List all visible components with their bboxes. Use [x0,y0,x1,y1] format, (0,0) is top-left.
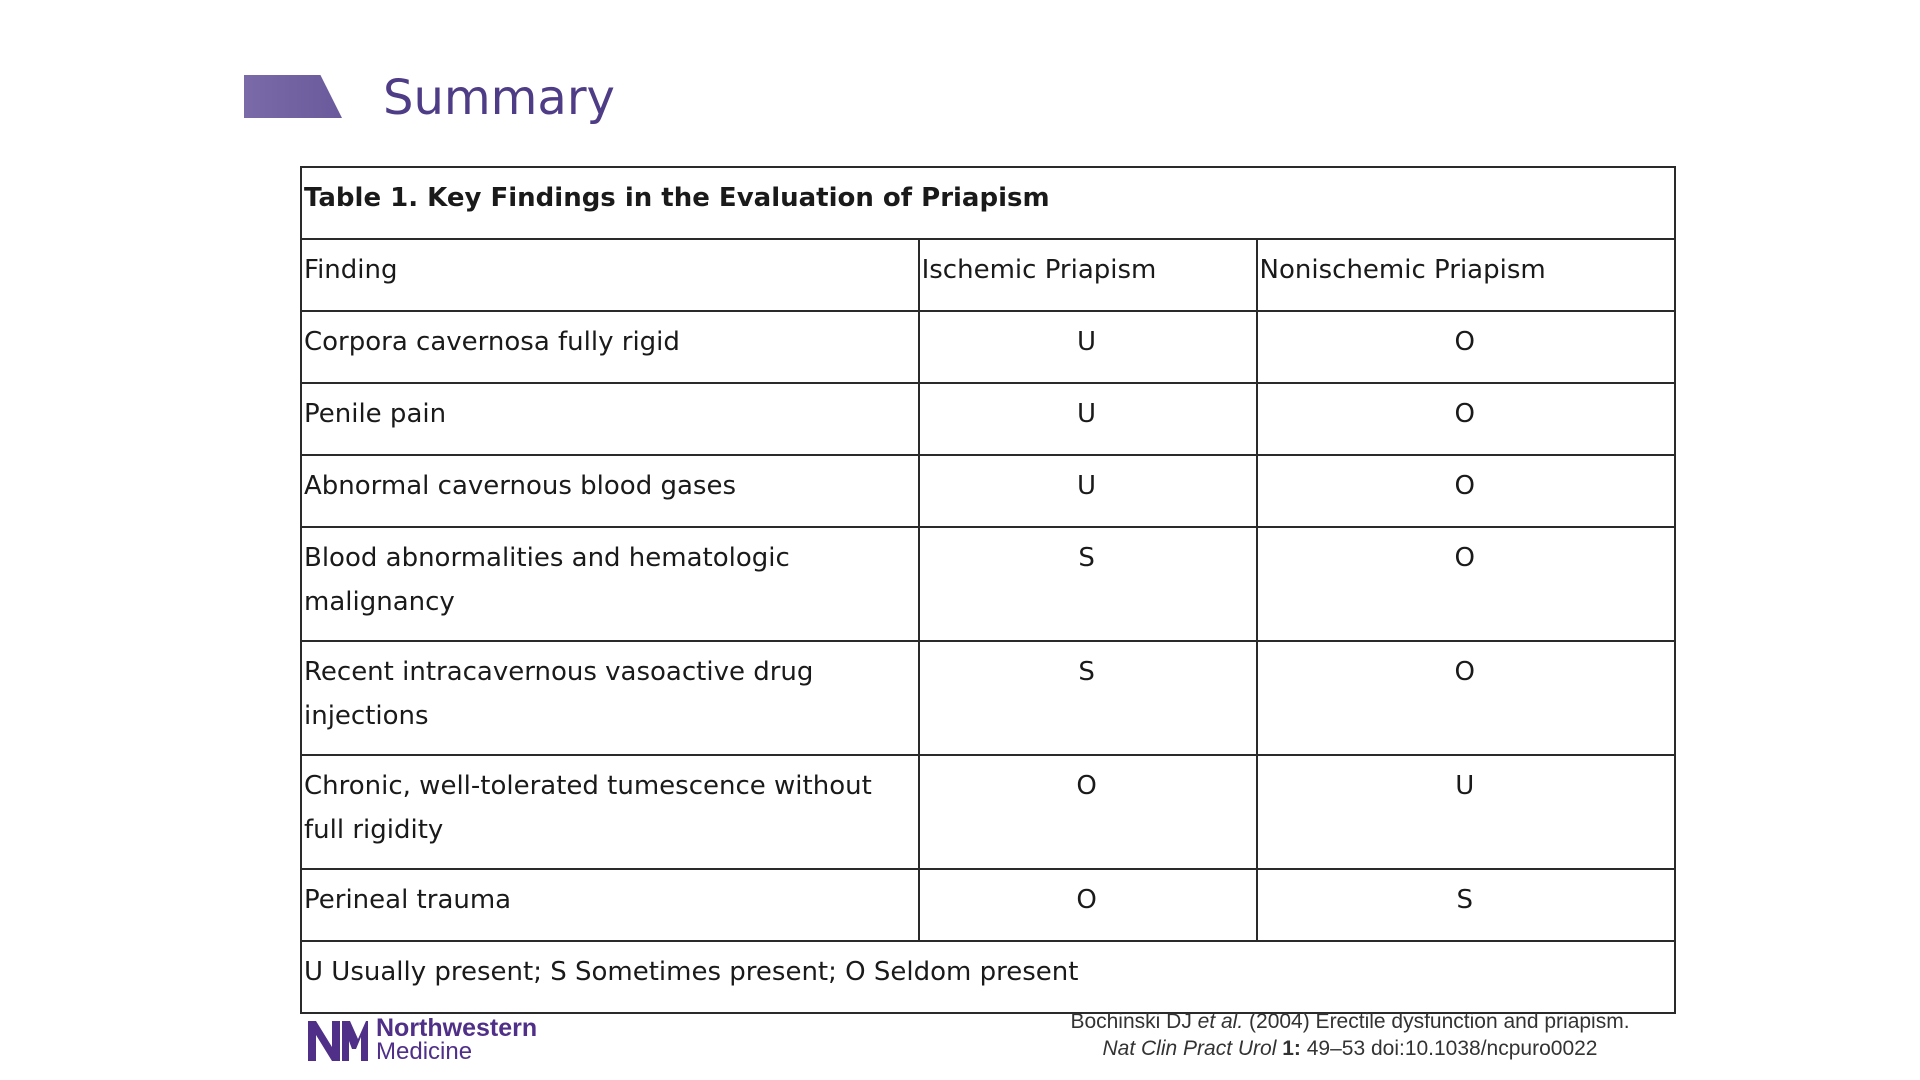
northwestern-medicine-logo [306,1016,537,1064]
citation-volume: 1: [1276,1037,1301,1060]
finding-cell: Blood abnormalities and hematologic malignancy [301,527,919,641]
finding-cell: Abnormal cavernous blood gases [301,455,919,527]
table-legend: U Usually present; S Sometimes present; O Seldom present [301,941,1675,1013]
citation-line-1 [1040,1008,1660,1035]
table-row [301,455,1675,527]
ischemic-cell: U [919,455,1257,527]
ischemic-cell: S [919,527,1257,641]
ischemic-cell: U [919,311,1257,383]
finding-cell: Perineal trauma [301,869,919,941]
table-row [301,869,1675,941]
title-accent-bar [244,75,342,118]
nonischemic-cell: O [1257,455,1675,527]
citation-title: (2004) Erectile dysfunction and priapism. [1243,1010,1630,1033]
legend-row [301,941,1675,1013]
citation-etal: et al. [1197,1010,1244,1033]
table-row [301,311,1675,383]
table-row [301,527,1675,641]
table-header-row [301,239,1675,311]
finding-cell: Penile pain [301,383,919,455]
ischemic-cell: U [919,383,1257,455]
nonischemic-cell: O [1257,527,1675,641]
ischemic-cell: O [919,755,1257,869]
nonischemic-cell: U [1257,755,1675,869]
citation [1040,1008,1660,1062]
table-caption: Table 1. Key Findings in the Evaluation of Priapism [301,167,1675,239]
citation-pages-doi: 49–53 doi:10.1038/ncpuro0022 [1300,1037,1598,1060]
findings-table [300,166,1676,1014]
finding-cell: Chronic, well-tolerated tumescence without full rigidity [301,755,919,869]
table-row [301,383,1675,455]
header-finding: Finding [301,239,919,311]
slide-title: Summary [383,70,615,126]
nonischemic-cell: O [1257,311,1675,383]
table-row [301,755,1675,869]
table-row [301,641,1675,755]
header-nonischemic-priapism: Nonischemic Priapism [1257,239,1675,311]
ischemic-cell: O [919,869,1257,941]
finding-cell: Recent intracavernous vasoactive drug injections [301,641,919,755]
nonischemic-cell: O [1257,641,1675,755]
header-ischemic-priapism: Ischemic Priapism [919,239,1257,311]
nonischemic-cell: O [1257,383,1675,455]
citation-authors: Bochinski DJ [1070,1010,1198,1033]
nonischemic-cell: S [1257,869,1675,941]
citation-journal: Nat Clin Pract Urol [1102,1037,1277,1060]
logo-line-northwestern: Northwestern [376,1014,538,1042]
citation-line-2 [1040,1035,1660,1062]
finding-cell: Corpora cavernosa fully rigid [301,311,919,383]
ischemic-cell: S [919,641,1257,755]
logo-line-medicine: Medicine [376,1038,473,1065]
northwestern-medicine-logo-icon [306,1017,370,1063]
